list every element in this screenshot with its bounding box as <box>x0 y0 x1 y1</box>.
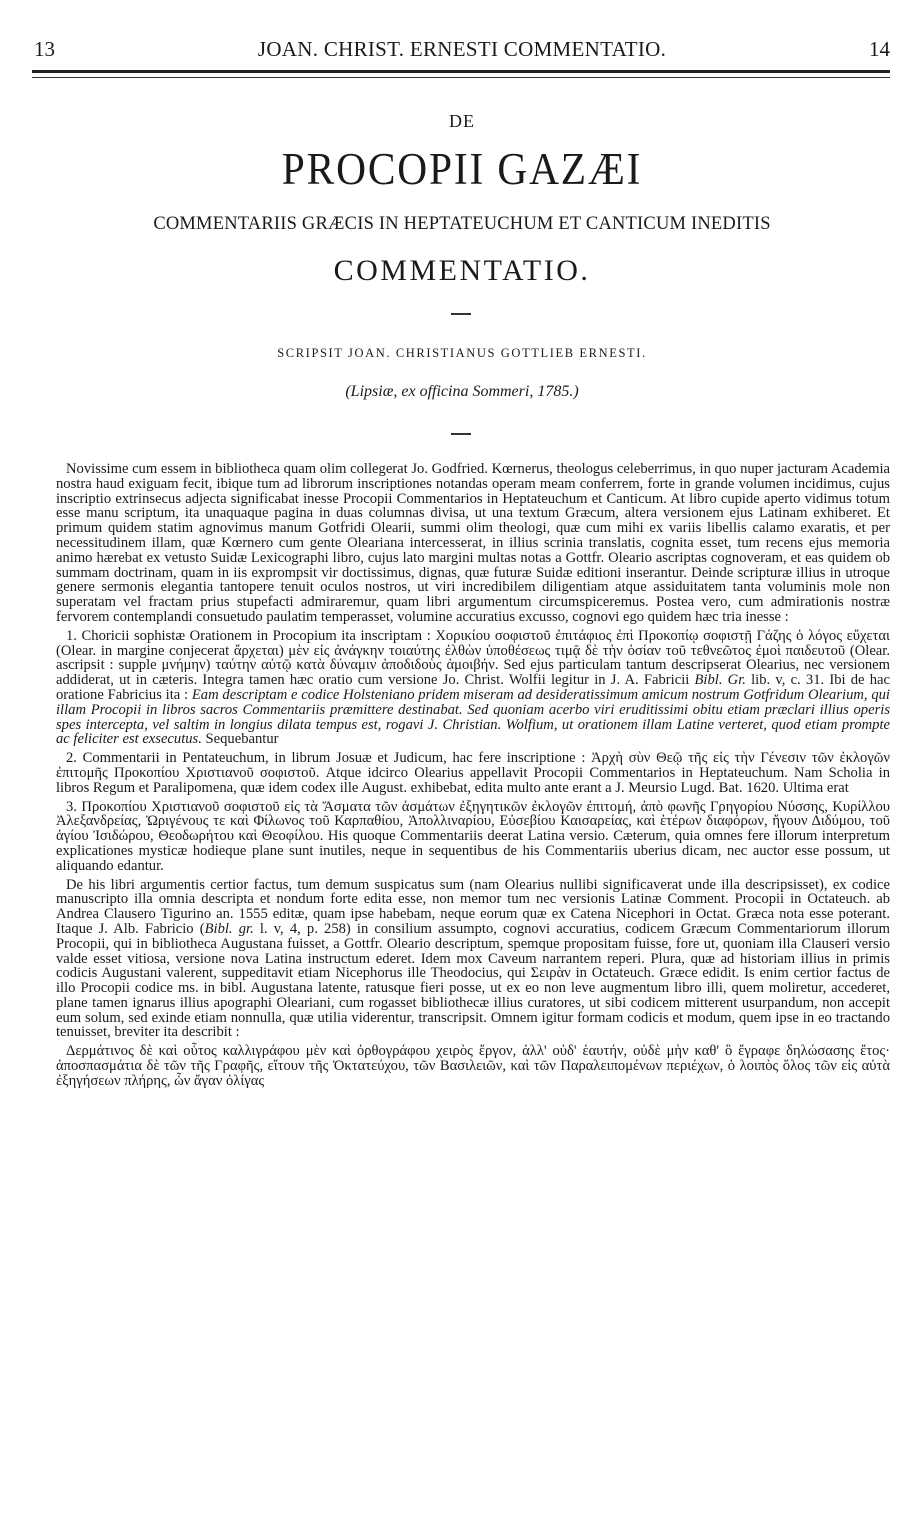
title-divider <box>451 313 471 315</box>
paragraph-intro: Novissime cum essem in bibliotheca quam olim collegerat Jo. Godfried. Kœrnerus, theologus celeberrimus, in quo nuper jacturam Academia nostra haud exiguam fecit, ibique tum ad librorum inscriptiones notandas operam meam conferrem, forte in grande volumen incidimus, cujus inscriptio extrinsecus adjecta significabat inesse Procopii Commentarios in Heptateuchum et Canticum. At libro cupide aperto vidimus totum esse manu scriptum, ita unaquaque pagina in duas columnas divisa, ut una textum Græcum, altera versionem ejus Latinam exhiberet. Et primum quidem statim agnovimus manum Gotfridi Olearii, summi olim theologi, quæ cum mihi ex variis libellis calamo exaratis, et per necessitudinem illam, quæ Kœrnero cum gente Oleariana intercesserat, in illius scrinia translatis, cognita esset, tum recens ejus memoria animo hærebat ex vetusto Suidæ Lexicographi libro, cujus lato margini multas notas a Gottfr. Oleario ascriptas cognoveram, et eas quidem ob summam doctrinam, quam in iis exprompsit vir doctissimus, dignas, quæ futuræ Suidæ editioni inserantur. Deinde scripturæ illius in utroque genere sermonis elegantia tantopere tenuit oculos nostros, ut viri incredibilem diligentiam atque assiduitatem tanta voluminis mole non superatam vel fractam prius stupefacti admiraremur, quam libri argumentum circumspiceremus. Postea vero, cum admirationis nostræ fervorem contemplandi consuetudo paulatim temperasset, volumine accuratius excusso, cognovi ego quidem hæc tria inesse : <box>56 461 890 625</box>
subtitle: COMMENTARIIS GRÆCIS IN HEPTATEUCHUM ET CANTICUM INEDITIS <box>153 214 771 234</box>
page-number-right: 14 <box>869 37 890 61</box>
argumentis-bibl: Bibl. gr. <box>204 920 254 937</box>
item-1-quote: Eam descriptam e codice Holsteniano pridem miseram ad desideratissimum amicum nostrum Gotfridum Olearium, qui illam Procopii in libros sacros Commentariis præmittere destinabat. Sed quoniam acerbo viri eruditissimi obitu etiam præclari illius operis spes intercepta, vel saltim in longius dilata tempus est, rogavi J. Christian. Wolfium, ut orationem illam Latine verteret, quod etiam prompte ac feliciter est exsecutus. <box>56 686 890 748</box>
imprint-line: (Lipsiæ, ex officina Sommeri, 1785.) <box>345 383 579 400</box>
item-1-text-cont: lib. v, c. 31. Ibi de hac oratione Fabricius ita : <box>56 672 890 703</box>
header-rule-thin <box>32 77 890 78</box>
argumentis-text-cont: l. v, 4, p. 258) in consilium assumpto, cognovi accuratius, codicem Græcum Commentariorum illorum Procopii, qui in bibliotheca Augustana fuisset, a Gottfr. Oleario descriptum, spemque propositam fuisse, fore ut, quoniam illa Clauseri versio valde esset vitiosa, versione nova Latina instructum ederet. Idem mox Caveum narrantem reperi. Plura, quæ ad historiam illius in primis codicis Augustani valerent, suppeditavit etiam Nicephorus ille Theodocius, qui Σειρὰν in Octateuch. Græce edidit. Is enim certior factus de illo Procopii codice ms. in bibl. Augustana latente, ratusque fieri posse, ut ex eo non leve augmentum libro illi, quem moliretur, accederet, plane tamen ignarus illius apographi Oleariani, cum rogasset bibliothecæ illius curatores, ut sibi codicem mitterent usurpandum, non accepit eum solum, sed exinde etiam nonnulla, quæ utilia viderentur, transcripsit. Omnem igitur formam codicis et modum, quem ipse in eo tractando tenuisset, breviter ita describit : <box>56 920 890 1041</box>
paragraph-item-1 <box>56 629 890 747</box>
header-rule-thick <box>32 70 890 73</box>
paragraph-item-3: 3. Προκοπίου Χριστιανοῦ σοφιστοῦ εἰς τὰ Ἄσματα τῶν ἀσμάτων ἐξηγητικῶν ἐκλογῶν ἐπιτομή, ἀπὸ φωνῆς Γρηγορίου Νύσσης, Κυρίλλου Ἀλεξανδρείας, Ὠριγένους τε καὶ Φίλωνος τοῦ Καρπαθίου, Ἀπολλιναρίου, Εὐσεβίου Καισαρείας, καὶ ἑτέρων διαφόρων, ἤγουν Διδύμου, τοῦ ἁγίου Ἰσιδώρου, Θεοδωρήτου καὶ Θεοφίλου. His quoque Commentariis deerat Latina versio. Cæterum, quia omnes fere illorum interpretum explicationes mysticæ hodieque plane sunt inutiles, neque in sequentibus de his Commentariis uberius dicam, nec auctor esse possum, ut aliquando edantur. <box>56 798 890 874</box>
item-1-text-end: Sequebantur <box>201 731 279 748</box>
title-commentatio: COMMENTATIO. <box>333 254 591 287</box>
body-text <box>56 462 890 1089</box>
paragraph-item-2: 2. Commentarii in Pentateuchum, in librum Josuæ et Judicum, hac fere inscriptione : Ἀρχὴ σὺν Θεῷ τῆς εἰς τὴν Γένεσιν τῶν ἐκλογῶν ἐπιτομῆς Προκοπίου Χριστιανοῦ σοφιστοῦ. Atque idcirco Olearius appellavit Procopii Commentarios in Heptateuchum. Nam Scholia in libros Regum et Paralipomena, quæ idem codex ille August. exhibebat, edita multo ante erant a J. Meursio Lugd. Bat. 1620. Ultima erat <box>56 750 890 796</box>
item-1-bibl: Bibl. Gr. <box>694 672 746 689</box>
item-1-text: 1. Choricii sophistæ Orationem in Procopium ita inscriptam : Χορικίου σοφιστοῦ ἐπιτάφιος ἐπὶ Προκοπίῳ σοφιστῇ Γάζης ὁ λόγος εὔχεται (Olear. in margine conjecerat ἄρχεται) μὲν εἰς ἀνάγκην τοιαύτης ἐλθὼν ὑποθέσεως τιμᾷ δὲ τὴν ὁσίαν τοῦ τεθνεῶτος ἐμοὶ παιδευτοῦ (Olear. ascripsit : supple μνήμην) ταύτην αὐτῷ κατὰ δύναμιν ἀποδιδοὺς ἀμοιβήν. Sed ejus particulam tantum descripserat Olearius, nec versionem addiderat, ut in cæteris. Integra tamen hæc oratio cum versione Jo. Christ. Wolfii legitur in J. A. Fabricii <box>56 627 890 689</box>
page-number-left: 13 <box>34 37 55 61</box>
running-head <box>34 36 890 64</box>
paragraph-greek-quote: Δερμάτινος δὲ καὶ οὗτος καλλιγράφου μὲν καὶ ὀρθογράφου χειρὸς ἔργον, ἀλλ' οὐδ' ἑαυτήν, οὐδὲ μὴν καθ' ὃ ἔγραφε δηλώσασης ἔτος· ἀποσπασμάτια δὲ τῶν τῆς Γραφῆς, εἴτουν τῆς Ὀκτατεύχου, τῶν Βασιλειῶν, καὶ τῶν Παραλειπομένων περιέχων, ὁ λοιπὸς ὅλος τῶν εἰς αὐτὰ ἐξηγήσεων πλήρης, ὧν ἄγαν ὀλίγας <box>56 1043 890 1089</box>
title-de: DE <box>449 111 475 131</box>
section-divider <box>451 433 471 435</box>
argumentis-text: De his libri argumentis certior factus, tum demum suspicatus sum (nam Olearius nullibi significaverat unde illa descripsisset), ex codice manuscripto illa omnia descripta et nondum forte edita esse, non memor tum nec versionis Latinæ Comment. Procopii in Octateuch. ab Andrea Clausero Tigurino an. 1555 editæ, quam ipse habebam, neque eorum quæ ex Catena Nicephori in Octat. Græca nota esse poterant. Itaque J. Alb. Fabricio ( <box>56 876 890 937</box>
author-line: SCRIPSIT JOAN. CHRISTIANUS GOTTLIEB ERNESTI. <box>277 346 647 360</box>
main-title: PROCOPII GAZÆI <box>281 144 643 194</box>
running-title: JOAN. CHRIST. ERNESTI COMMENTATIO. <box>257 37 667 61</box>
paragraph-argumentis <box>56 878 890 1041</box>
